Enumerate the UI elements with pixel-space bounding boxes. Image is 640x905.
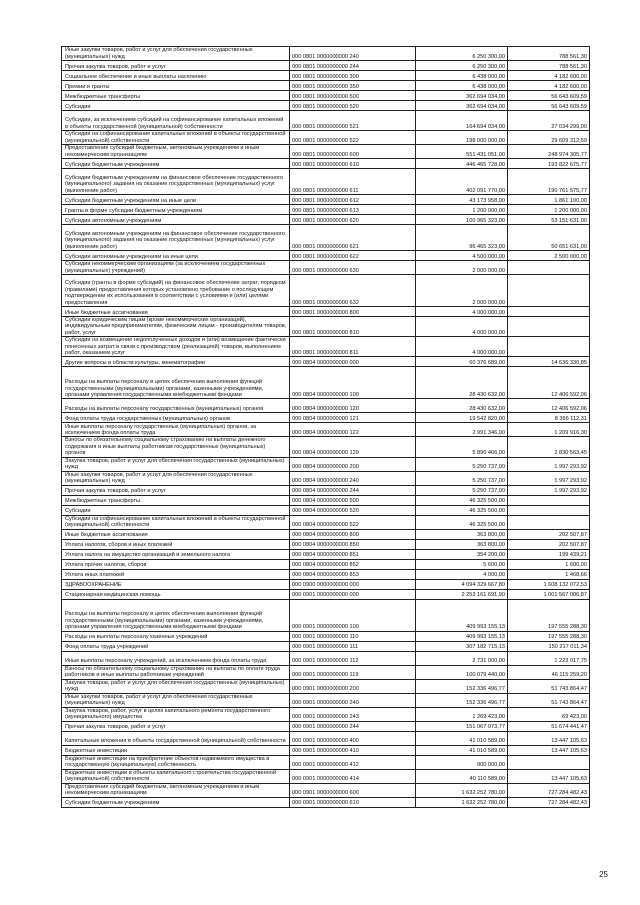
row-approved-value: 6 438 000,00 [416,81,508,91]
row-name: Иные закупки товаров, работ и услуг для обеспечения государственных (муниципальных) нужд [62,47,290,61]
row-code: 000 0801 0000000000 350 [290,81,416,91]
row-name: ЗДРАВООХРАНЕНИЕ [62,579,290,589]
table-row [62,367,590,399]
row-code: 000 0801 0000000000 610 [290,159,416,169]
table-row [62,437,590,457]
row-name: Уплата налога на имущество организаций и земельного налога [62,549,290,559]
row-executed-value: 56 643 609,59 [508,91,590,101]
row-code: 000 0901 0000000000 200 [290,679,416,693]
table-row [62,515,590,529]
row-code: 000 0901 0000000000 400 [290,731,416,745]
row-approved-value: 4 000 000,00 [416,337,508,357]
table-row [62,317,590,337]
row-code: 000 0901 0000000000 240 [290,693,416,707]
row-approved-value: 152 336 496,77 [416,693,508,707]
row-executed-value: 1 209 916,30 [508,423,590,437]
row-executed-value: 1 997 293,92 [508,471,590,485]
row-approved-value: 151 067 073,77 [416,721,508,731]
row-code: 000 0804 0000000000 522 [290,515,416,529]
row-executed-value: 50 651 631,00 [508,225,590,251]
row-executed-value: 202 507,87 [508,539,590,549]
row-approved-value: 164 694 034,00 [416,111,508,131]
table-row [62,549,590,559]
row-code: 000 0801 0000000000 612 [290,195,416,205]
row-code: 000 0804 0000000000 500 [290,495,416,505]
row-approved-value: 551 431 051,00 [416,145,508,159]
row-executed-value: 727 284 482,43 [508,783,590,797]
row-approved-value: 4 000,00 [416,569,508,579]
row-approved-value: 2 253 161 691,90 [416,589,508,599]
row-approved-value: 152 336 496,77 [416,679,508,693]
table-row [62,169,590,195]
table-row [62,599,590,631]
row-code: 000 0804 0000000000 852 [290,559,416,569]
row-code: 000 0804 0000000000 120 [290,399,416,413]
table-row [62,111,590,131]
row-code: 000 0804 0000000000 853 [290,569,416,579]
budget-table [61,46,590,808]
row-code: 000 0804 0000000000 121 [290,413,416,423]
row-executed-value: 14 636 330,85 [508,357,590,367]
table-row [62,693,590,707]
row-approved-value: 307 182 715,13 [416,641,508,651]
row-executed-value: 2 830 563,45 [508,437,590,457]
row-code: 000 0801 0000000000 621 [290,225,416,251]
row-name: Взносы по обязательному социальному страхованию на выплаты денежного содержания и иные выплаты работникам государственных (муниципальных) органов [62,437,290,457]
row-approved-value: 4 000 000,00 [416,317,508,337]
row-executed-value: 248 974 305,77 [508,145,590,159]
row-code: 000 0901 0000000000 243 [290,707,416,721]
row-code: 000 0801 0000000000 300 [290,71,416,81]
table-row [62,423,590,437]
row-code: 000 0901 0000000000 100 [290,599,416,631]
row-code: 000 0801 0000000000 600 [290,145,416,159]
row-name: Субсидии автономным учреждениям [62,215,290,225]
row-name: Прочая закупка товаров, работ и услуг [62,61,290,71]
table-row [62,261,590,275]
row-executed-value [508,505,590,515]
row-executed-value: 12 406 592,06 [508,367,590,399]
row-code: 000 0801 0000000000 521 [290,111,416,131]
row-code: 000 0901 0000000000 610 [290,797,416,807]
row-name: Закупка товаров, работ и услуг для обеспечения государственных (муниципальных) нужд [62,679,290,693]
row-name: Другие вопросы в области культуры, кинематографии [62,357,290,367]
row-code: 000 0801 0000000000 240 [290,47,416,61]
table-row [62,131,590,145]
row-executed-value: 13 447 105,63 [508,731,590,745]
table-row [62,783,590,797]
table-row [62,71,590,81]
row-code: 000 0801 0000000000 810 [290,317,416,337]
table-row [62,755,590,769]
row-name: Фонд оплаты труда учреждений [62,641,290,651]
row-name: Иные выплаты персоналу учреждений, за исключением фонда оплаты труда [62,651,290,665]
row-approved-value: 362 694 034,00 [416,91,508,101]
row-name: Закупка товаров, работ и услуг для обеспечения государственных (муниципальных) нужд [62,457,290,471]
row-approved-value: 4 500 000,00 [416,251,508,261]
row-name: Субсидии на софинансирование капитальных вложений в объекты государственной (муниципальной) собственности [62,515,290,529]
table-row [62,707,590,721]
row-approved-value: 1 632 252 780,00 [416,797,508,807]
table-row [62,81,590,91]
table-row [62,665,590,679]
table-row [62,337,590,357]
row-executed-value: 4 182 600,00 [508,81,590,91]
row-executed-value: 2 500 000,00 [508,251,590,261]
row-executed-value: 13 447 105,63 [508,769,590,783]
row-name: Взносы по обязательному социальному страхованию на выплаты по оплате труда работников и иные выплаты работникам учреждений [62,665,290,679]
row-name: Субсидии бюджетным учреждениям на иные цели [62,195,290,205]
row-name: Иные выплаты персоналу государственных (муниципальных) органов, за исключением фонда оплаты труда [62,423,290,437]
row-approved-value: 5 250 737,00 [416,471,508,485]
row-code: 000 0801 0000000000 244 [290,61,416,71]
row-executed-value: 190 761 575,77 [508,169,590,195]
row-approved-value: 6 250 300,00 [416,61,508,71]
table-row [62,731,590,745]
row-name: Иные бюджетные ассигнования [62,529,290,539]
row-executed-value: 1 608 132 072,53 [508,579,590,589]
row-code: 000 0801 0000000000 620 [290,215,416,225]
table-row [62,539,590,549]
row-approved-value: 28 430 632,00 [416,399,508,413]
row-name: Субсидии (гранты в форме субсидий) на финансовое обеспечение затрат, порядком (правилами) предоставления которых установлено требование о последующем подтверждении их использования в соответствии с условиями и (или) целями предоставления [62,275,290,307]
table-row [62,495,590,505]
table-row [62,275,590,307]
row-code: 000 0804 0000000000 851 [290,549,416,559]
table-row [62,651,590,665]
row-name: Расходы на выплаты персоналу в целях обеспечения выполнения функций государственными (муниципальными) органами, казенными учреждениями, органами управления государственными внебюджетными фондами [62,599,290,631]
table-row [62,225,590,251]
row-executed-value: 727 284 482,43 [508,797,590,807]
row-name: Расходы на выплаты персоналу в целях обеспечения выполнения функций государственными (муниципальными) органами, казенными учреждениями, органами управления государственными внебюджетными фондами [62,367,290,399]
row-name: Субсидии на софинансирование капитальных вложений в объекты государственной (муниципальной) собственности [62,131,290,145]
table-row [62,569,590,579]
row-name: Уплата налогов, сборов и иных платежей [62,539,290,549]
row-name: Иные бюджетные ассигнования [62,307,290,317]
row-executed-value: 150 217 011,34 [508,641,590,651]
table-row [62,579,590,589]
row-approved-value: 354 200,00 [416,549,508,559]
table-row [62,251,590,261]
row-code: 000 0901 0000000000 600 [290,783,416,797]
row-code: 000 0801 0000000000 613 [290,205,416,215]
row-code: 000 0804 0000000000 200 [290,457,416,471]
row-name: Прочая закупка товаров, работ и услуг [62,721,290,731]
row-executed-value: 1 200 000,00 [508,205,590,215]
row-code: 000 0801 0000000000 611 [290,169,416,195]
row-executed-value: 788 561,30 [508,47,590,61]
row-name: Фонд оплаты труда государственных (муниципальных) органов [62,413,290,423]
row-approved-value: 4 000 000,00 [416,307,508,317]
row-name: Субсидии юридическим лицам (кроме некоммерческих организаций), индивидуальным предпринимателям, физическим лицам - производителям товаров, работ, услуг [62,317,290,337]
row-executed-value: 51 743 864,47 [508,693,590,707]
row-name: Субсидии, за исключением субсидий на софинансирование капитальных вложений в объекты государственной (муниципальной) собственности [62,111,290,131]
row-executed-value: 1 223 017,75 [508,651,590,665]
row-name: Гранты в форме субсидии бюджетным учреждениям [62,205,290,215]
row-approved-value: 900 000,00 [416,755,508,769]
row-code: 000 0804 0000000000 244 [290,485,416,495]
row-code: 000 0901 0000000000 414 [290,769,416,783]
row-approved-value: 46 325 500,00 [416,495,508,505]
row-executed-value: 51 743 864,47 [508,679,590,693]
row-executed-value: 202 507,87 [508,529,590,539]
row-executed-value: 1 468,66 [508,569,590,579]
row-name: Межбюджетные трансферты [62,495,290,505]
row-code: 000 0804 0000000000 240 [290,471,416,485]
row-executed-value: 1 001 567 006,87 [508,589,590,599]
table-row [62,61,590,71]
row-name: Субсидии некоммерческим организациям (за исключением государственных (муниципальных) учреждений) [62,261,290,275]
row-approved-value: 40 110 589,00 [416,769,508,783]
table-row [62,307,590,317]
row-executed-value: 12 406 592,06 [508,399,590,413]
budget-table-body [62,47,590,808]
row-name: Бюджетные инвестиции [62,745,290,755]
row-approved-value: 100 079 440,00 [416,665,508,679]
row-approved-value: 6 438 000,00 [416,71,508,81]
row-name: Межбюджетные трансферты [62,91,290,101]
row-executed-value: 193 822 675,77 [508,159,590,169]
row-code: 000 0804 0000000000 122 [290,423,416,437]
row-executed-value: 46 115 259,20 [508,665,590,679]
row-code: 000 0804 0000000000 800 [290,529,416,539]
row-name: Субсидии [62,505,290,515]
row-name: Предоставление субсидий бюджетным, автономным учреждениям и иным некоммерческим организациям [62,145,290,159]
row-code: 000 0801 0000000000 632 [290,275,416,307]
row-approved-value: 446 465 728,00 [416,159,508,169]
row-name: Субсидии бюджетным учреждениям [62,159,290,169]
table-row [62,769,590,783]
row-approved-value: 5 250 737,00 [416,485,508,495]
row-name: Капитальные вложения в объекты государственной (муниципальной) собственности [62,731,290,745]
row-approved-value: 43 173 958,00 [416,195,508,205]
table-row [62,205,590,215]
row-code: 000 0900 0000000000 000 [290,579,416,589]
row-code: 000 0901 0000000000 410 [290,745,416,755]
row-executed-value [508,317,590,337]
table-row [62,457,590,471]
row-approved-value: 2 991 346,00 [416,423,508,437]
row-approved-value: 409 993 155,13 [416,599,508,631]
row-code: 000 0901 0000000000 244 [290,721,416,731]
row-code: 000 0801 0000000000 811 [290,337,416,357]
row-executed-value: 56 643 609,59 [508,101,590,111]
row-name: Социальное обеспечение и иные выплаты населению [62,71,290,81]
table-row [62,559,590,569]
row-approved-value: 363 800,00 [416,539,508,549]
row-executed-value [508,515,590,529]
row-code: 000 0801 0000000000 630 [290,261,416,275]
table-row [62,357,590,367]
row-approved-value: 41 010 589,00 [416,731,508,745]
row-executed-value: 1 861 100,00 [508,195,590,205]
row-code: 000 0801 0000000000 800 [290,307,416,317]
row-approved-value: 198 000 000,00 [416,131,508,145]
row-executed-value: 1 997 293,92 [508,485,590,495]
row-approved-value: 402 091 770,00 [416,169,508,195]
row-approved-value: 28 430 632,00 [416,367,508,399]
table-row [62,641,590,651]
row-approved-value: 46 325 500,00 [416,505,508,515]
row-approved-value: 4 094 329 667,80 [416,579,508,589]
row-approved-value: 2 731 000,00 [416,651,508,665]
table-row [62,159,590,169]
row-approved-value: 19 542 820,00 [416,413,508,423]
table-row [62,745,590,755]
row-code: 000 0801 0000000000 622 [290,251,416,261]
table-row [62,215,590,225]
row-code: 000 0901 0000000000 412 [290,755,416,769]
row-code: 000 0901 0000000000 000 [290,589,416,599]
row-name: Закупка товаров, работ, услуг в целях капитального ремонта государственного (муниципального) имущества [62,707,290,721]
row-approved-value: 1 269 423,00 [416,707,508,721]
table-row [62,471,590,485]
table-row [62,589,590,599]
table-row [62,101,590,111]
row-executed-value [508,755,590,769]
row-name: Субсидии на возмещение недополученных доходов и (или) возмещение фактически понесенных затрат в связи с производством (реализацией) товаров, выполнением работ, оказанием услуг [62,337,290,357]
row-name: Расходы на выплаты персоналу казенных учреждений [62,631,290,641]
row-executed-value: 13 447 105,63 [508,745,590,755]
row-executed-value: 51 674 441,47 [508,721,590,731]
row-name: Прочая закупка товаров, работ и услуг [62,485,290,495]
row-name: Уплата прочих налогов, сборов [62,559,290,569]
row-approved-value: 5 250 737,00 [416,457,508,471]
row-executed-value: 788 561,30 [508,61,590,71]
row-approved-value: 5 600,00 [416,559,508,569]
row-executed-value [508,495,590,505]
table-row [62,485,590,495]
row-name: Иные закупки товаров, работ и услуг для обеспечения государственных (муниципальных) нужд [62,693,290,707]
row-code: 000 0801 0000000000 500 [290,91,416,101]
row-code: 000 0804 0000000000 000 [290,357,416,367]
row-name: Премии и гранты [62,81,290,91]
row-name: Субсидии бюджетным учреждениям на финансовое обеспечение государственного (муниципального) задания на оказание государственных (муниципальных) услуг (выполнение работ) [62,169,290,195]
table-row [62,797,590,807]
row-approved-value: 1 200 000,00 [416,205,508,215]
row-name: Бюджетные инвестиции на приобретение объектов недвижимого имущества в государственную (муниципальную) собственность [62,755,290,769]
row-executed-value [508,261,590,275]
row-code: 000 0804 0000000000 129 [290,437,416,457]
row-code: 000 0804 0000000000 850 [290,539,416,549]
row-code: 000 0901 0000000000 119 [290,665,416,679]
row-approved-value: 363 800,00 [416,529,508,539]
row-code: 000 0901 0000000000 112 [290,651,416,665]
row-executed-value [508,275,590,307]
row-approved-value: 2 000 000,00 [416,261,508,275]
row-name: Субсидии [62,101,290,111]
row-code: 000 0801 0000000000 520 [290,101,416,111]
row-name: Иные закупки товаров, работ и услуг для обеспечения государственных (муниципальных) нужд [62,471,290,485]
row-approved-value: 6 250 300,00 [416,47,508,61]
row-executed-value: 1 600,00 [508,559,590,569]
row-approved-value: 46 325 500,00 [416,515,508,529]
row-executed-value: 69 423,00 [508,707,590,721]
table-row [62,195,590,205]
row-approved-value: 100 965 323,00 [416,215,508,225]
row-approved-value: 2 000 000,00 [416,275,508,307]
table-row [62,631,590,641]
row-executed-value: 199 439,21 [508,549,590,559]
row-approved-value: 5 896 466,00 [416,437,508,457]
row-approved-value: 409 993 155,13 [416,631,508,641]
row-name: Уплата иных платежей [62,569,290,579]
row-executed-value: 4 182 600,00 [508,71,590,81]
row-approved-value: 1 632 252 780,00 [416,783,508,797]
row-executed-value: 8 366 112,31 [508,413,590,423]
row-approved-value: 96 465 323,00 [416,225,508,251]
row-executed-value [508,337,590,357]
row-executed-value: 53 151 631,00 [508,215,590,225]
row-executed-value: 29 609 312,59 [508,131,590,145]
row-approved-value: 362 694 034,00 [416,101,508,111]
row-executed-value: 197 555 288,30 [508,631,590,641]
table-row [62,529,590,539]
row-executed-value: 27 034 299,00 [508,111,590,131]
table-row [62,721,590,731]
table-row [62,145,590,159]
row-name: Субсидии автономным учреждениям на иные цели [62,251,290,261]
row-name: Субсидии бюджетным учреждениям [62,797,290,807]
table-row [62,399,590,413]
row-executed-value [508,307,590,317]
table-row [62,413,590,423]
table-row [62,505,590,515]
row-code: 000 0801 0000000000 522 [290,131,416,145]
page-number: 25 [599,870,608,879]
row-approved-value: 60 376 689,00 [416,357,508,367]
table-row [62,47,590,61]
row-executed-value: 1 997 293,92 [508,457,590,471]
row-name: Стационарная медицинская помощь [62,589,290,599]
row-approved-value: 41 010 589,00 [416,745,508,755]
row-code: 000 0804 0000000000 520 [290,505,416,515]
table-row [62,91,590,101]
row-code: 000 0901 0000000000 110 [290,631,416,641]
table-row [62,679,590,693]
row-name: Субсидии автономным учреждениям на финансовое обеспечение государственного (муниципального) задания на оказание государственных (муниципальных) услуг (выполнение работ) [62,225,290,251]
row-executed-value: 197 555 288,30 [508,599,590,631]
row-name: Расходы на выплаты персоналу государственных (муниципальных) органов [62,399,290,413]
row-name: Предоставление субсидий бюджетным, автономным учреждениям и иным некоммерческим организациям [62,783,290,797]
row-name: Бюджетные инвестиции в объекты капитального строительства государственной (муниципальной) собственности [62,769,290,783]
row-code: 000 0804 0000000000 100 [290,367,416,399]
row-code: 000 0901 0000000000 111 [290,641,416,651]
